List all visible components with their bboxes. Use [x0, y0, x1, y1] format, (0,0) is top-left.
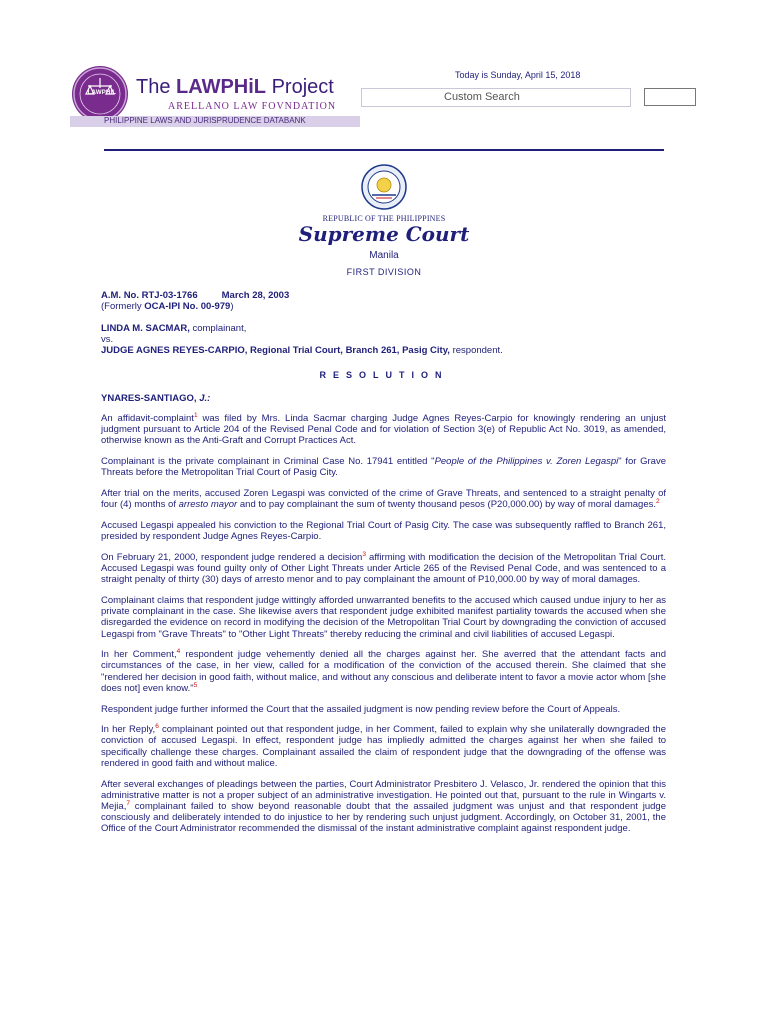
- case-number: A.M. No. RTJ-03-1766: [101, 290, 198, 301]
- case-info: [101, 290, 289, 312]
- case-formerly-line: [101, 301, 289, 312]
- paragraph-7: [101, 649, 666, 694]
- logo-title: [136, 76, 334, 99]
- footnote-link-5[interactable]: 5: [193, 681, 198, 689]
- formerly-prefix: (Formerly: [101, 301, 145, 312]
- versus: vs.: [101, 334, 114, 345]
- search-input[interactable]: Custom Search: [361, 88, 631, 107]
- case-date: March 28, 2003: [221, 290, 290, 301]
- complainant-name: LINDA M. SACMAR,: [101, 323, 190, 334]
- paragraph-text: was filed by Mrs. Linda Sacmar charging Judge Agnes Reyes-Carpio for knowingly rendering an unjust judgment pursuant to Article 204 of the Revised Penal Code and for violation of Section 3(e) of Republic Act No. 3019, as amended, otherwise known as the Anti-Graft and Corrupt Practices Act.: [101, 413, 667, 447]
- paragraph-text: " for Grave Threats before the Metropolitan Trial Court of Pasig City.: [101, 456, 666, 479]
- logo-title-suffix: Project: [266, 76, 334, 98]
- paragraph-text: After trial on the merits, accused Zoren Legaspi was convicted of the crime of Grave Threats, and sentenced to a straight penalty of four (4) months of: [101, 488, 666, 511]
- paragraph-text: In her Comment,: [101, 649, 177, 661]
- paragraph-10: [101, 779, 666, 835]
- paragraph-text: affirming with modification the decision of the Metropolitan Trial Court. Accused Legaspi was found guilty only of Other Light Threats under Article 265 of the Revised Penal Code, and was sentenced to a straight penalty of thirty (30) days of arresto menor and to pay complainant the amount of P10,000.00 by way of moral damages.: [101, 551, 666, 586]
- republic-heading: REPUBLIC OF THE PHILIPPINES: [322, 214, 446, 223]
- case-parties: [101, 323, 503, 356]
- case-number-line: [101, 290, 289, 301]
- ponente-suffix: J.:: [199, 393, 211, 404]
- header-divider: [104, 149, 664, 151]
- paragraph-text: On February 21, 2000, respondent judge rendered a decision: [101, 551, 363, 563]
- paragraph-3: [101, 488, 666, 510]
- footnote-link-2[interactable]: 2: [656, 498, 660, 506]
- respondent-name: JUDGE AGNES REYES-CARPIO, Regional Trial Court, Branch 261, Pasig City,: [101, 345, 450, 356]
- supreme-court-seal-icon: [358, 163, 410, 216]
- lawphil-logo[interactable]: [70, 66, 360, 126]
- paragraph-5: [101, 552, 666, 586]
- paragraph-text: An affidavit-complaint: [101, 413, 194, 424]
- search-button[interactable]: [644, 88, 696, 106]
- case-title-italic: People of the Philippines v. Zoren Legaspi: [434, 456, 619, 468]
- current-date: Today is Sunday, April 15, 2018: [455, 70, 581, 80]
- paragraph-text: After several exchanges of pleadings between the parties, Court Administrator Presbitero J. Velasco, Jr. rendered the opinion that this administrative matter is not a proper subject of an administrative investigation. He pointed out that, pursuant to the rule in Wingarts v. Mejia,: [101, 778, 666, 812]
- paragraph-2: [101, 456, 666, 478]
- footnote-link-6[interactable]: 6: [155, 723, 159, 731]
- footnote-link-7[interactable]: 7: [126, 799, 130, 807]
- paragraph-text: Complainant is the private complainant in Criminal Case No. 17941 entitled ": [101, 456, 435, 468]
- complainant-line: [101, 323, 503, 334]
- court-name: Supreme Court: [298, 222, 470, 246]
- footnote-link-1[interactable]: 1: [193, 411, 198, 419]
- court-city: Manila: [369, 250, 399, 261]
- resolution-body: [101, 413, 666, 844]
- formerly-suffix: ): [230, 301, 234, 312]
- paragraph-text: In her Reply,: [101, 724, 156, 736]
- paragraph-9: [101, 724, 666, 769]
- paragraph-text: and to pay complainant the sum of twenty thousand pesos (P20,000.00) by way of moral damages.: [237, 499, 657, 511]
- penalty-italic: arresto mayor: [178, 499, 238, 511]
- paragraph-text: respondent judge vehemently denied all the charges against her. She averred that the attendant facts and circumstances of the case, in her view, called for a modification of the conviction of the accused therein. She claimed that she "rendered her decision in good faith, without malice, and without any conscious and deliberate intent to favor a movie actor whom [she does not] even know.": [101, 649, 667, 694]
- paragraph-4: Accused Legaspi appealed his conviction to the Regional Trial Court of Pasig City. The case was subsequently raffled to Branch 261, presided by respondent Judge Agnes Reyes-Carpio.: [101, 519, 666, 543]
- resolution-title: RESOLUTION: [319, 370, 449, 380]
- logo-title-prefix: The: [136, 76, 177, 98]
- paragraph-6: Complainant claims that respondent judge wittingly afforded unwarranted benefits to the accused which caused undue injury to her as private complainant in the case. She likewise avers that respondent judge exhibited manifest partiality towards the accused when she disregarded the evidence on record in modifying the decision of the Metropolitan Trial Court by downgrading the conviction of accused Legaspi from "Grave Threats" to "Other Light Threats" thereby reducing the criminal and civil liabilities of accused Legaspi.: [101, 594, 666, 640]
- paragraph-text: complainant pointed out that respondent judge, in her Comment, failed to explain why she unilaterally downgraded the conviction of accused Legaspi. In effect, respondent judge has impliedly admitted the charges against her when she failed to specifically challenge these charges. Complainant assailed the claim of respondent judge that the downgrading of the offense was rendered in good faith and without malice.: [101, 724, 667, 769]
- paragraph-1: [101, 413, 666, 447]
- court-division: FIRST DIVISION: [346, 267, 422, 277]
- logo-subtitle: ARELLANO LAW FOVNDATION: [168, 101, 337, 112]
- ponente-name: YNARES-SANTIAGO,: [101, 393, 200, 404]
- logo-emblem-icon: [72, 66, 128, 122]
- paragraph-text: complainant failed to show beyond reasonable doubt that the assailed judgment was unjust and that respondent judge consciously and deliberately intended to do injustice to her by rendering such unjust judgment. Accordingly, on October 31, 2001, the Office of the Court Administrator recommended the dismissal of the instant administrative complaint against respondent judge.: [101, 800, 666, 835]
- paragraph-8: Respondent judge further informed the Court that the assailed judgment is now pending review before the Court of Appeals.: [101, 703, 621, 715]
- footnote-link-4[interactable]: 4: [176, 648, 181, 656]
- ponente: [101, 393, 210, 404]
- respondent-line: [101, 345, 503, 356]
- logo-small-text: LAWPHIL: [87, 90, 117, 96]
- logo-banner-text: PHILIPPINE LAWS AND JURISPRUDENCE DATABANK: [104, 116, 306, 125]
- formerly-number: OCA-IPI No. 00-979: [144, 301, 231, 312]
- complainant-role: complainant,: [189, 323, 247, 334]
- logo-title-brand: LAWPHiL: [176, 76, 267, 98]
- respondent-role: respondent.: [449, 345, 503, 356]
- footnote-link-3[interactable]: 3: [362, 550, 366, 558]
